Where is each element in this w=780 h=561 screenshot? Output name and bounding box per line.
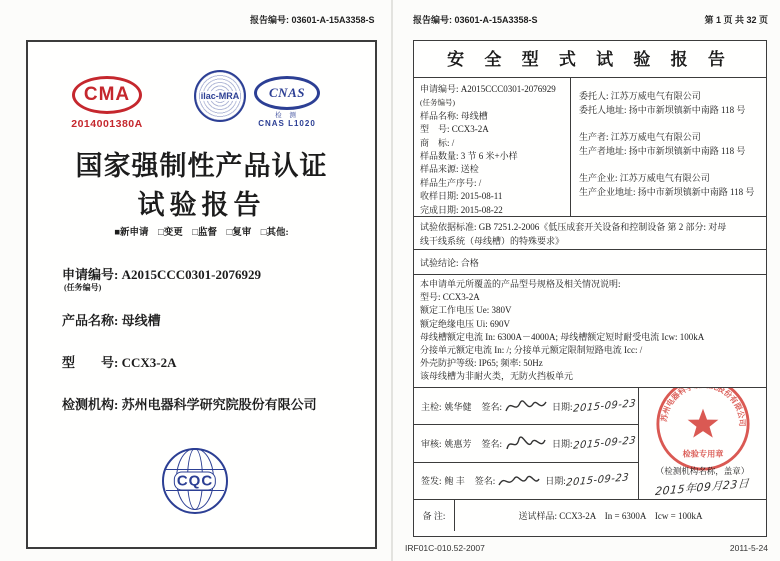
cover-title-line2: 试验报告 bbox=[137, 190, 266, 220]
cnas-caption bbox=[242, 110, 332, 128]
page-number: 第 1 页 共 32 页 bbox=[704, 15, 768, 25]
spec-line: 额定绝缘电压 Ui: 690V bbox=[420, 318, 511, 329]
signer-name: 姚惠芳 bbox=[444, 438, 472, 449]
info-line: 样品名称: 母线槽 bbox=[420, 110, 488, 121]
ilac-mra-logo-text: ilac-MRA bbox=[200, 91, 240, 101]
remark-label: 备 注: bbox=[414, 500, 455, 531]
info-line: (任务编号) bbox=[420, 98, 455, 108]
spec-line: 本申请单元所覆盖的产品型号规格及相关情况说明: bbox=[420, 279, 621, 289]
handwritten-stamp-date: 2015年09月23日 bbox=[654, 476, 751, 499]
signer-role: 签发: bbox=[421, 476, 442, 487]
task-number-note: (任务编号) bbox=[64, 283, 102, 292]
right-report-number: 报告编号: 03601-A-15A3358-S bbox=[413, 15, 538, 25]
application-type-checkboxes: ■新申请 □变更 □监督 □复审 □其他: bbox=[114, 228, 289, 238]
standard-line: 试验依据标准: GB 7251.2-2006《低压成套开关设备和控制设备 第 2 部分: 对母 bbox=[420, 222, 727, 232]
info-line: 收样日期: 2015-08-11 bbox=[420, 191, 503, 202]
handwritten-signature bbox=[497, 471, 541, 491]
spec-line: 分接单元额定电流 In: /; 分接单元额定限制短路电流 Icc: / bbox=[420, 345, 643, 356]
report-table bbox=[413, 40, 767, 537]
apply-number-field bbox=[62, 264, 261, 283]
model-value: CCX3-2A bbox=[121, 355, 177, 370]
ilac-mra-logo bbox=[194, 70, 246, 122]
sample-info-left-column bbox=[414, 78, 570, 216]
product-spec-section bbox=[414, 275, 766, 388]
info-line: 生产企业地址: 扬中市新坝镇新中南路 118 号 bbox=[579, 187, 755, 197]
apply-number-value: A2015CCC0301-2076929 bbox=[121, 267, 261, 282]
cnas-caption-line1: 检 测 bbox=[275, 112, 299, 119]
handwritten-signature bbox=[504, 433, 548, 453]
cma-number: 2014001380A bbox=[71, 118, 143, 130]
cqc-globe-parallel bbox=[166, 469, 224, 470]
info-line: 样品生产序号: / bbox=[420, 177, 482, 188]
spec-line: 该母线槽为非耐火类，无防火挡板单元 bbox=[420, 371, 574, 382]
approval-stamp bbox=[655, 380, 751, 472]
remark-value: 送试样品: CCX3-2A In = 6300A Icw = 100kA bbox=[518, 511, 703, 521]
report-title: 安 全 型 式 试 验 报 告 bbox=[414, 41, 766, 78]
test-standard-section bbox=[414, 217, 766, 250]
signer-role: 主检: bbox=[421, 401, 442, 412]
signature-row-approver bbox=[414, 463, 638, 499]
agency-field bbox=[62, 394, 317, 413]
handwritten-date: 2015-09-23 bbox=[565, 472, 630, 490]
page-divider bbox=[391, 0, 393, 561]
info-line: 生产企业: 江苏万威电气有限公司 bbox=[579, 173, 710, 183]
spec-line: 额定工作电压 Ue: 380V bbox=[420, 305, 512, 316]
sign-label: 签名: bbox=[481, 401, 503, 412]
signature-row-tester bbox=[414, 388, 638, 425]
signature-section bbox=[414, 380, 766, 500]
signature-row-reviewer bbox=[414, 425, 638, 462]
handwritten-signature bbox=[504, 396, 548, 416]
star-icon bbox=[688, 409, 719, 438]
info-line: 完成日期: 2015-08-22 bbox=[420, 204, 503, 215]
spec-line: 型号: CCX3-2A bbox=[420, 292, 480, 303]
stamp-bottom-text: 检验专用章 bbox=[682, 449, 724, 459]
info-line: 型 号: CCX3-2A bbox=[420, 124, 489, 135]
cqc-logo-text: CQC bbox=[174, 472, 216, 491]
sign-label: 签名: bbox=[474, 476, 496, 487]
spec-line: 母线槽额定电流 In: 6300A－4000A; 母线槽额定短时耐受电流 Icw: 100kA bbox=[420, 331, 705, 342]
model-label: 型 号: bbox=[62, 355, 119, 370]
info-line: 委托人地址: 扬中市新坝镇新中南路 118 号 bbox=[579, 105, 746, 115]
stamp-date bbox=[639, 476, 766, 499]
cnas-logo bbox=[254, 76, 320, 110]
cover-title-line1: 国家强制性产品认证 bbox=[75, 151, 328, 181]
agency-value: 苏州电器科学研究院股份有限公司 bbox=[121, 397, 317, 412]
spec-line: 外壳防护等级: IP65; 频率: 50Hz bbox=[420, 358, 543, 369]
info-line: 申请编号: A2015CCC0301-2076929 bbox=[420, 84, 556, 94]
cma-logo bbox=[72, 76, 142, 114]
left-report-number: 报告编号: 03601-A-15A3358-S bbox=[250, 15, 375, 25]
handwritten-date: 2015-09-23 bbox=[572, 435, 637, 452]
cma-logo-text: CMA bbox=[83, 84, 131, 105]
left-page-frame bbox=[26, 40, 377, 549]
cqc-logo bbox=[162, 448, 228, 514]
product-name-field bbox=[62, 310, 161, 329]
apply-number-label: 申请编号: bbox=[62, 267, 119, 282]
info-line: 商 标: / bbox=[420, 137, 455, 148]
signer-name: 鲍 丰 bbox=[444, 476, 465, 487]
signer-name: 姚华健 bbox=[444, 401, 472, 412]
info-line: 样品来源: 送检 bbox=[420, 164, 479, 175]
signer-role: 审核: bbox=[421, 438, 442, 449]
standard-line: 线干线系统（母线槽）的特殊要求》 bbox=[420, 236, 565, 246]
stamp-arc-text: 苏州电器科学研究院股份有限公司 bbox=[659, 380, 747, 427]
test-conclusion: 试验结论: 合格 bbox=[414, 250, 766, 275]
sample-info-section bbox=[414, 78, 766, 217]
form-date-footer: 2011-5-24 bbox=[729, 543, 768, 553]
cnas-logo-text: CNAS bbox=[269, 85, 305, 100]
info-line: 委托人: 江苏万威电气有限公司 bbox=[579, 91, 701, 101]
form-code-footer: IRF01C-010.52-2007 bbox=[405, 543, 485, 553]
stamp-cell bbox=[638, 380, 766, 499]
signature-rows bbox=[414, 388, 638, 499]
product-name-label: 产品名称: bbox=[62, 313, 119, 328]
cnas-caption-line2: CNAS L1020 bbox=[258, 119, 316, 128]
info-line: 生产者: 江苏万威电气有限公司 bbox=[579, 132, 701, 142]
date-label: 日期: bbox=[545, 476, 566, 487]
date-label: 日期: bbox=[552, 401, 573, 412]
product-name-value: 母线槽 bbox=[121, 313, 161, 328]
model-field bbox=[62, 352, 176, 371]
info-line: 样品数量: 3 节 6 米+小样 bbox=[420, 151, 518, 162]
remark-section bbox=[414, 500, 766, 531]
sample-info-right-column bbox=[570, 78, 766, 216]
info-line: 生产者地址: 扬中市新坝镇新中南路 118 号 bbox=[579, 146, 746, 156]
sign-label: 签名: bbox=[481, 438, 503, 449]
stamp-caption: （检测机构名称，盖章） bbox=[655, 466, 750, 476]
agency-label: 检测机构: bbox=[62, 397, 119, 412]
handwritten-date: 2015-09-23 bbox=[572, 397, 637, 415]
date-label: 日期: bbox=[552, 438, 573, 449]
